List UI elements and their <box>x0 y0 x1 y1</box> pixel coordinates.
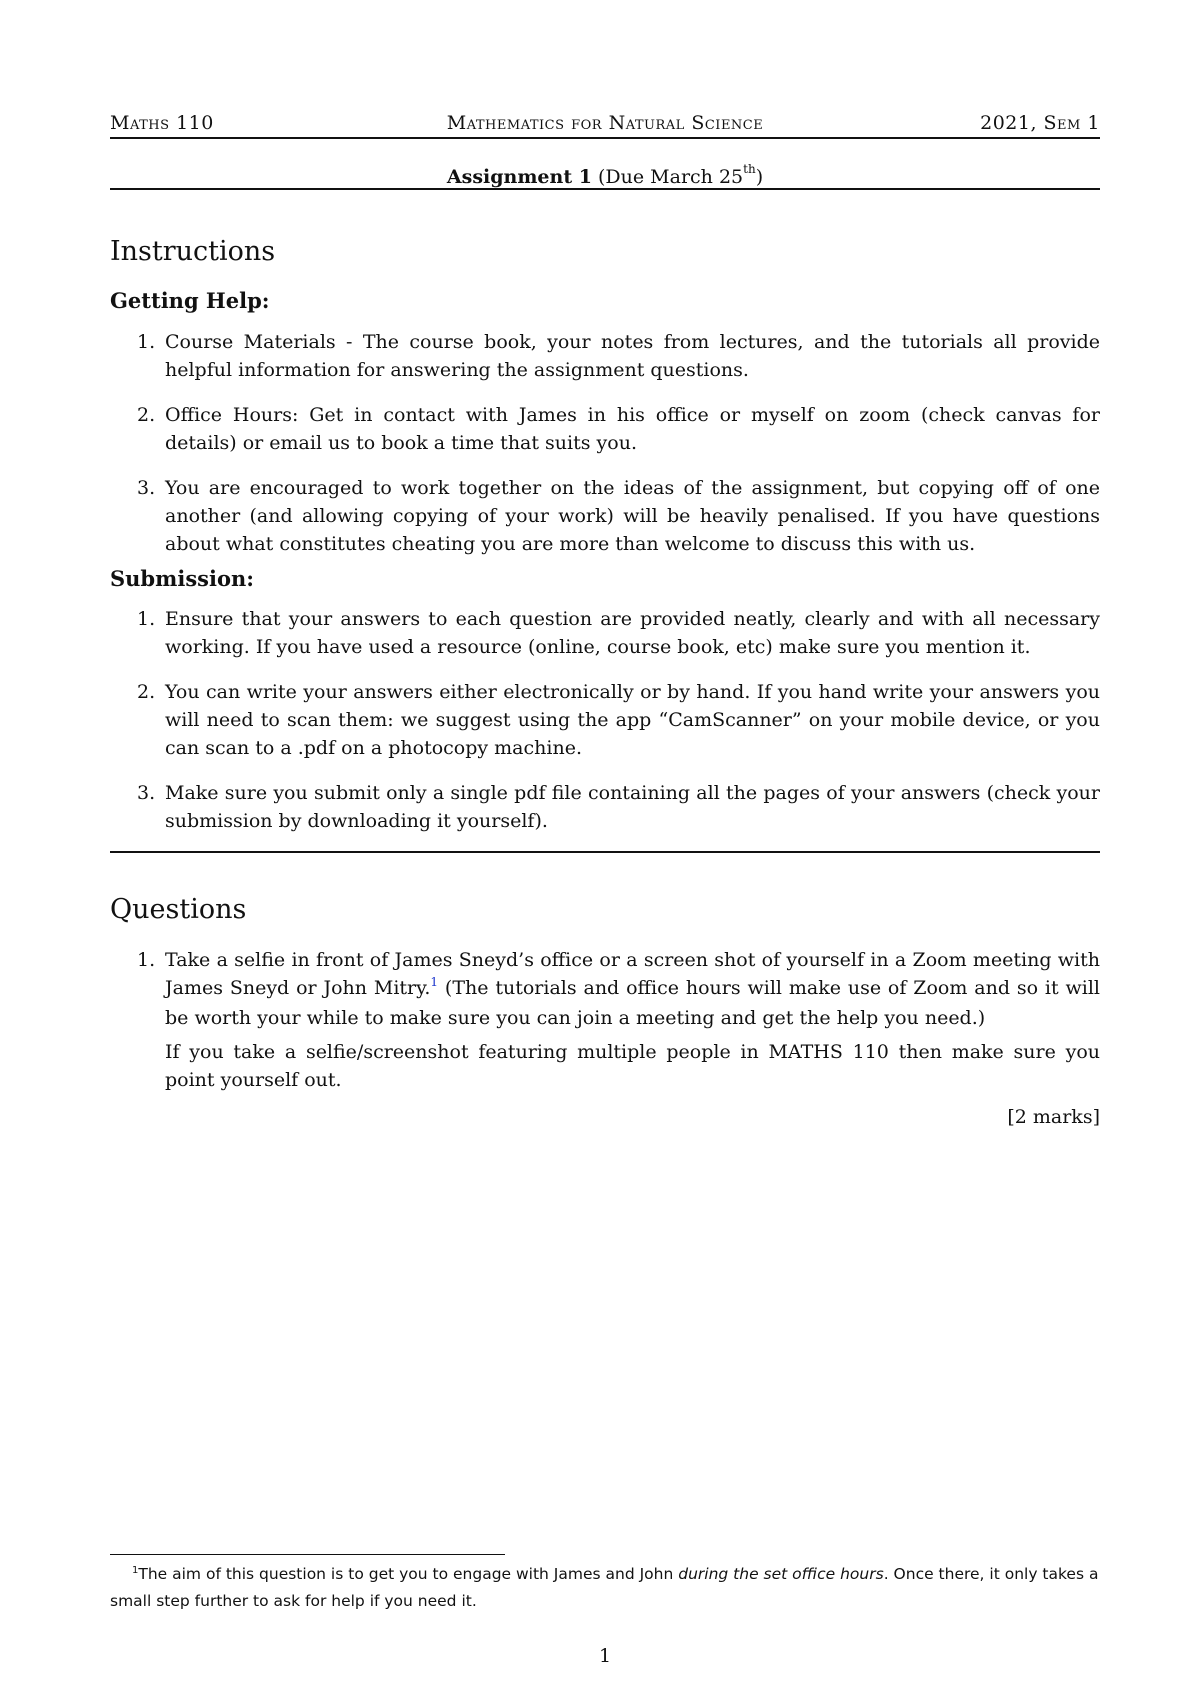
list-item: 3. You are encouraged to work together on the ideas of the assignment, but copying off of one another (and allowing copying of your work) will be heavily penalised. If you have questions about what constitutes cheating you are more than welcome to discuss this with us. <box>137 477 1100 555</box>
header-rule <box>110 137 1100 139</box>
course-term: 2021, Sem 1 <box>980 112 1100 134</box>
assignment-title <box>110 162 1100 188</box>
page-number: 1 <box>598 1645 612 1667</box>
list-item: 2. You can write your answers either electronically or by hand. If you hand write your answers you will need to scan them: we suggest using the app “CamScanner” on your mobile device, or you can scan to a .pdf on a photocopy machine. <box>137 681 1100 759</box>
instructions-heading: Instructions <box>110 236 276 267</box>
list-item: 2. Office Hours: Get in contact with James in his office or myself on zoom (check canvas for details) or email us to book a time that suits you. <box>137 404 1100 454</box>
getting-help-heading: Getting Help: <box>110 288 270 313</box>
assignment-name: Assignment 1 <box>446 166 592 188</box>
list-item: 3. Make sure you submit only a single pdf file containing all the pages of your answers (check your submission by downloading it yourself). <box>137 782 1100 832</box>
question-1: 1. Take a selfie in front of James Sneyd’s office or a screen shot of yourself in a Zoom meeting with James Sneyd or John Mitry.$^1$ (The tutorials and office hours will make use of Zoom and so it will be worth your while to make sure you can join a meeting and get the help you need.) If you take a selfie/screenshot featuring multiple people in MATHS 110 then make sure you point yourself out. <box>110 946 1100 1094</box>
footnote-rule <box>110 1554 505 1555</box>
getting-help-list <box>110 328 1100 575</box>
section-rule <box>110 851 1100 853</box>
document-page <box>110 0 1100 1696</box>
title-rule <box>110 188 1100 190</box>
questions-list <box>110 946 1100 1111</box>
question-1-note: If you take a selfie/screenshot featuring multiple people in MATHS 110 then make sure you point yourself out. <box>165 1041 1100 1091</box>
assignment-due-sup: th <box>743 162 756 176</box>
list-item: 1. Ensure that your answers to each question are provided neatly, clearly and with all necessary working. If you have used a resource (online, course book, etc) make sure you mention it. <box>137 608 1100 658</box>
list-item: 1. Course Materials - The course book, your notes from lectures, and the tutorials all provide helpful information for answering the assignment questions. <box>137 331 1100 381</box>
submission-list <box>110 605 1100 852</box>
footnote-ref[interactable]: 1 <box>430 975 439 989</box>
assignment-due-close: ) <box>755 166 764 188</box>
assignment-due: (Due March 25 <box>598 166 744 188</box>
questions-heading: Questions <box>110 894 247 925</box>
question-1-marks: [2 marks] <box>1007 1106 1100 1128</box>
course-code: Maths 110 <box>110 112 214 134</box>
footnote: $^1$The aim of this question is to get you to engage with James and John during the set office hours. Once there, it only takes a small step further to ask for help if you need it. <box>110 1565 1099 1610</box>
page-header <box>110 112 1100 140</box>
course-title: Mathematics for Natural Science <box>446 112 764 134</box>
submission-heading: Submission: <box>110 566 254 591</box>
